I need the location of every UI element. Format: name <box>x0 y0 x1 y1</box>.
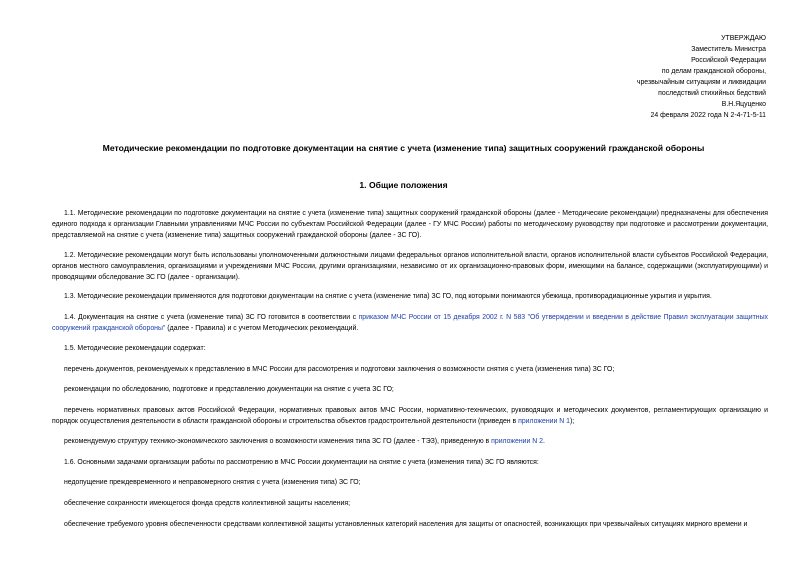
paragraph-1-6: 1.6. Основными задачами организации работы по рассмотрению в МЧС России документации на снятие с учета (изменения типа) ЗС ГО являются: <box>64 459 539 466</box>
paragraph-1-5: 1.5. Методические рекомендации содержат: <box>64 345 206 352</box>
appendix-2-link[interactable]: приложении N 2 <box>491 438 543 445</box>
list-item: рекомендации по обследованию, подготовке и представлению документации на снятие с учета ЗС ГО; <box>64 386 394 393</box>
paragraph-text: (далее - Правила) и с учетом Методических рекомендаций. <box>165 325 359 332</box>
approval-block <box>526 33 766 121</box>
approval-position-line: Российской Федерации <box>691 57 766 64</box>
list-item <box>52 436 768 447</box>
list-item: обеспечение сохранности имеющегося фонда средств коллективной защиты населения; <box>64 500 351 507</box>
paragraph-text: ); <box>569 418 575 425</box>
approval-position-line: по делам гражданской обороны, <box>661 68 766 75</box>
paragraph-1-1: 1.1. Методические рекомендации по подготовке документации на снятие с учета (изменение типа) защитных сооружений гражданской обороны (далее - Методические рекомендации) предназначены для обеспечения единого подхода к организации Главными управлениями МЧС России по субъектам Российской Федерации (далее - ГУ МЧС России) работы по методическому руководству при подготовке и рассмотрении документации, представляемой на снятие с учета (изменение типа) защитных сооружений гражданской обороны (далее - ЗС ГО). <box>52 210 768 239</box>
approval-date-number: 24 февраля 2022 года N 2-4-71-5-11 <box>650 112 766 119</box>
order-583-link[interactable]: приказом МЧС России от 15 декабря 2002 г. N 583 "Об утверждении и введении в действие Правил эксплуатации защитных сооружений гражданской обороны" <box>52 314 768 332</box>
appendix-1-link[interactable]: приложении N 1 <box>518 418 570 425</box>
list-item: недопущение преждевременного и неправомерного снятия с учета (изменения типа) ЗС ГО; <box>64 479 361 486</box>
list-item: обеспечение требуемого уровня обеспеченности средствами коллективной защиты установленных категорий населения для защиты от опасностей, возникающих при чрезвычайных ситуациях мирного времени и <box>64 521 748 528</box>
paragraph-1-3: 1.3. Методические рекомендации применяются для подготовки документации на снятие с учета (изменение типа) ЗС ГО, под которыми понимаются убежища, противорадиационные укрытия и укрытия. <box>64 293 712 300</box>
list-item <box>52 405 768 427</box>
paragraph-1-4 <box>52 312 768 334</box>
paragraph-text: перечень нормативных правовых актов Российской Федерации, нормативных правовых актов МЧС России, нормативно-технических, руководящих и методических документов, регламентирующих организацию и порядок осуществления деятельности в области гражданской обороны и строительства объектов градостроительной деятельности (приведен в <box>52 407 768 425</box>
list-item: перечень документов, рекомендуемых к представлению в МЧС России для рассмотрения и подготовки заключения о возможности снятия с учета (изменения типа) ЗС ГО; <box>64 366 615 373</box>
paragraph-1-2: 1.2. Методические рекомендации могут быть использованы уполномоченными должностными лицами федеральных органов исполнительной власти, органов исполнительной власти субъектов Российской Федерации, органов местного самоуправления, организациями и учреждениями МЧС России, другими организациями, независимо от их организационно-правовых форм, имеющими на балансе, содержащими (эксплуатирующими) и проводящими обследование ЗС ГО (далее - организации). <box>52 252 768 281</box>
paragraph-text: 1.4. Документация на снятие с учета (изменение типа) ЗС ГО готовится в соответствии с <box>64 314 359 321</box>
paragraph-text: рекомендуемую структуру технико-экономического заключения о возможности изменения типа ЗС ГО (далее - ТЭЗ), приведенную в <box>64 438 492 445</box>
document-title: Методические рекомендации по подготовке документации на снятие с учета (изменение типа) защитных сооружений гражданской обороны <box>102 143 705 153</box>
approval-signatory: В.Н.Яцуценко <box>721 101 766 108</box>
approval-position-line: Заместитель Министра <box>691 46 766 53</box>
section-title: 1. Общие положения <box>359 180 448 190</box>
approval-position-line: последствий стихийных бедствий <box>658 90 766 97</box>
paragraph-text: . <box>543 438 545 445</box>
approval-header: УТВЕРЖДАЮ <box>721 35 766 42</box>
approval-position-line: чрезвычайным ситуациям и ликвидации <box>636 79 766 86</box>
